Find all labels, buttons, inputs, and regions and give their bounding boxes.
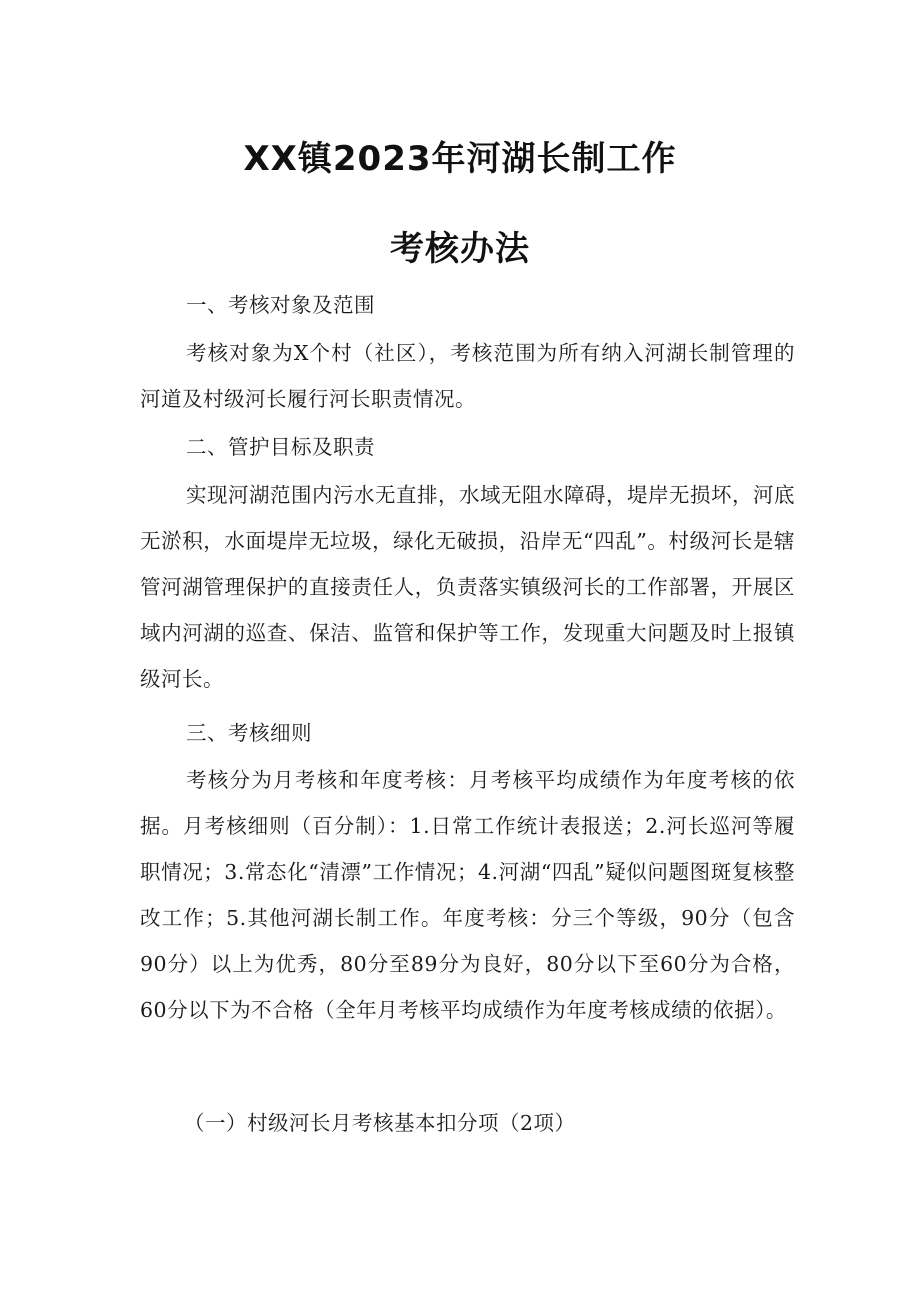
document-title-line-2: 考核办法 [390,229,530,269]
subsection-heading: （一）村级河长月考核基本扣分项（2项） [184,1111,576,1135]
document-title-line-1: XX镇2023年河湖长制工作 [243,139,677,179]
section-paragraph-2: 实现河湖范围内污水无直排，水域无阻水障碍，堤岸无损坏，河底无淤积，水面堤岸无垃圾，绿化无破损，沿岸无“四乱”。村级河长是辖管河湖管理保护的直接责任人，负责落实镇级河长的工作部署，开展区域内河湖的巡查、保洁、监管和保护等工作，发现重大问题及时上报镇级河长。 [140,483,795,691]
section-heading-2: 二、管护目标及职责 [186,435,375,459]
section-heading-3: 三、考核细则 [186,721,312,745]
section-paragraph-1: 考核对象为X个村（社区），考核范围为所有纳入河湖长制管理的河道及村级河长履行河长职责情况。 [140,341,795,411]
section-paragraph-3: 考核分为月考核和年度考核：月考核平均成绩作为年度考核的依据。月考核细则（百分制）：1.日常工作统计表报送；2.河长巡河等履职情况；3.常态化“清漂”工作情况；4.河湖“四乱”疑似问题图斑复核整改工作；5.其他河湖长制工作。年度考核：分三个等级，90分（包含90分）以上为优秀，80分至89分为良好，80分以下至60分为合格，60分以下为不合格（全年月考核平均成绩作为年度考核成绩的依据）。 [140,768,795,1022]
section-heading-1: 一、考核对象及范围 [186,293,375,317]
